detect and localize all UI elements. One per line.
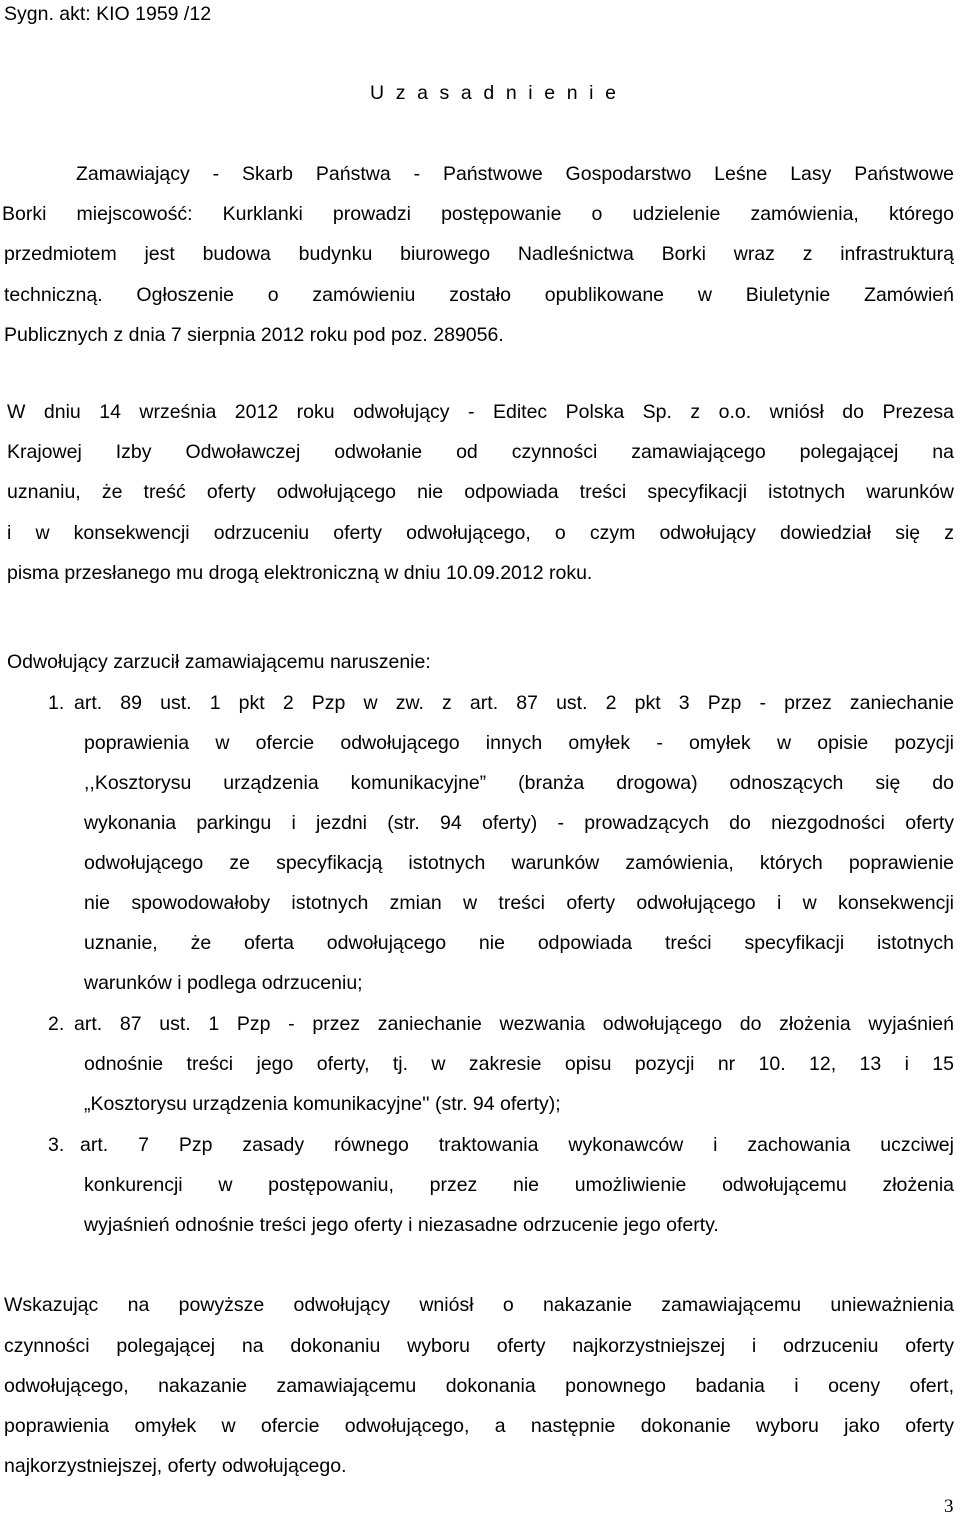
document-title: U z a s a d n i e n i e <box>370 82 620 104</box>
text-line: Borki miejscowość: Kurklanki prowadzi postępowanie o udzielenie zamówienia, którego <box>2 203 954 225</box>
text-line: Krajowej Izby Odwoławczej odwołanie od czynności zamawiającego polegającej na <box>7 441 954 463</box>
page-number: 3 <box>944 1496 954 1517</box>
text-line: przedmiotem jest budowa budynku biurowego Nadleśnictwa Borki wraz z infrastrukturą <box>4 243 954 265</box>
text-line: czynności polegającej na dokonaniu wyboru oferty najkorzystniejszej i odrzuceniu oferty <box>4 1335 954 1357</box>
text-line: pisma przesłanego mu drogą elektroniczną w dniu 10.09.2012 roku. <box>7 562 593 584</box>
text-line: odnośnie treści jego oferty, tj. w zakresie opisu pozycji nr 10. 12, 13 i 15 <box>84 1053 954 1075</box>
text-line: wykonania parkingu i jezdni (str. 94 oferty) - prowadzących do niezgodności oferty <box>84 812 954 834</box>
text-line: wyjaśnień odnośnie treści jego oferty i niezasadne odrzucenie jego oferty. <box>84 1214 719 1236</box>
text-line: art. 87 ust. 1 Pzp - przez zaniechanie wezwania odwołującego do złożenia wyjaśnień <box>74 1013 954 1035</box>
text-line: odwołującego ze specyfikacją istotnych warunków zamówienia, których poprawienie <box>84 852 954 874</box>
case-signature: Sygn. akt: KIO 1959 /12 <box>4 3 212 25</box>
charges-intro: Odwołujący zarzucił zamawiającemu naruszenie: <box>7 651 431 673</box>
text-line: poprawienia w ofercie odwołującego innych omyłek - omyłek w opisie pozycji <box>84 732 954 754</box>
text-line: Wskazując na powyższe odwołujący wniósł o nakazanie zamawiającemu unieważnienia <box>4 1294 954 1316</box>
text-line: Zamawiający - Skarb Państwa - Państwowe Gospodarstwo Leśne Lasy Państwowe <box>76 163 954 185</box>
text-line: uznaniu, że treść oferty odwołującego nie odpowiada treści specyfikacji istotnych warunków <box>7 481 954 503</box>
charge-number: 2. <box>48 1013 65 1035</box>
text-line: poprawienia omyłek w ofercie odwołującego, a następnie dokonanie wyboru jako oferty <box>4 1415 954 1437</box>
text-line: techniczną. Ogłoszenie o zamówieniu zostało opublikowane w Biuletynie Zamówień <box>4 284 954 306</box>
text-line: art. 7 Pzp zasady równego traktowania wykonawców i zachowania uczciwej <box>80 1134 954 1156</box>
text-line: konkurencji w postępowaniu, przez nie umożliwienie odwołującemu złożenia <box>84 1174 954 1196</box>
text-line: nie spowodowałoby istotnych zmian w treści oferty odwołującego i w konsekwencji <box>84 892 954 914</box>
text-line: uznanie, że oferta odwołującego nie odpowiada treści specyfikacji istotnych <box>84 932 954 954</box>
text-line: „Kosztorysu urządzenia komunikacyjne'' (str. 94 oferty); <box>84 1093 561 1115</box>
text-line: warunków i podlega odrzuceniu; <box>84 972 363 994</box>
text-line: art. 89 ust. 1 pkt 2 Pzp w zw. z art. 87 ust. 2 pkt 3 Pzp - przez zaniechanie <box>74 692 954 714</box>
text-line: odwołującego, nakazanie zamawiającemu dokonania ponownego badania i oceny ofert, <box>4 1375 954 1397</box>
charge-number: 3. <box>48 1134 65 1156</box>
text-line: i w konsekwencji odrzuceniu oferty odwołującego, o czym odwołujący dowiedział się z <box>7 522 954 544</box>
charge-number: 1. <box>48 692 65 714</box>
text-line: najkorzystniejszej, oferty odwołującego. <box>4 1455 347 1477</box>
text-line: ,,Kosztorysu urządzenia komunikacyjne” (branża drogowa) odnoszących się do <box>84 772 954 794</box>
text-line: Publicznych z dnia 7 sierpnia 2012 roku pod poz. 289056. <box>4 324 504 346</box>
text-line: W dniu 14 września 2012 roku odwołujący - Editec Polska Sp. z o.o. wniósł do Prezesa <box>7 401 954 423</box>
